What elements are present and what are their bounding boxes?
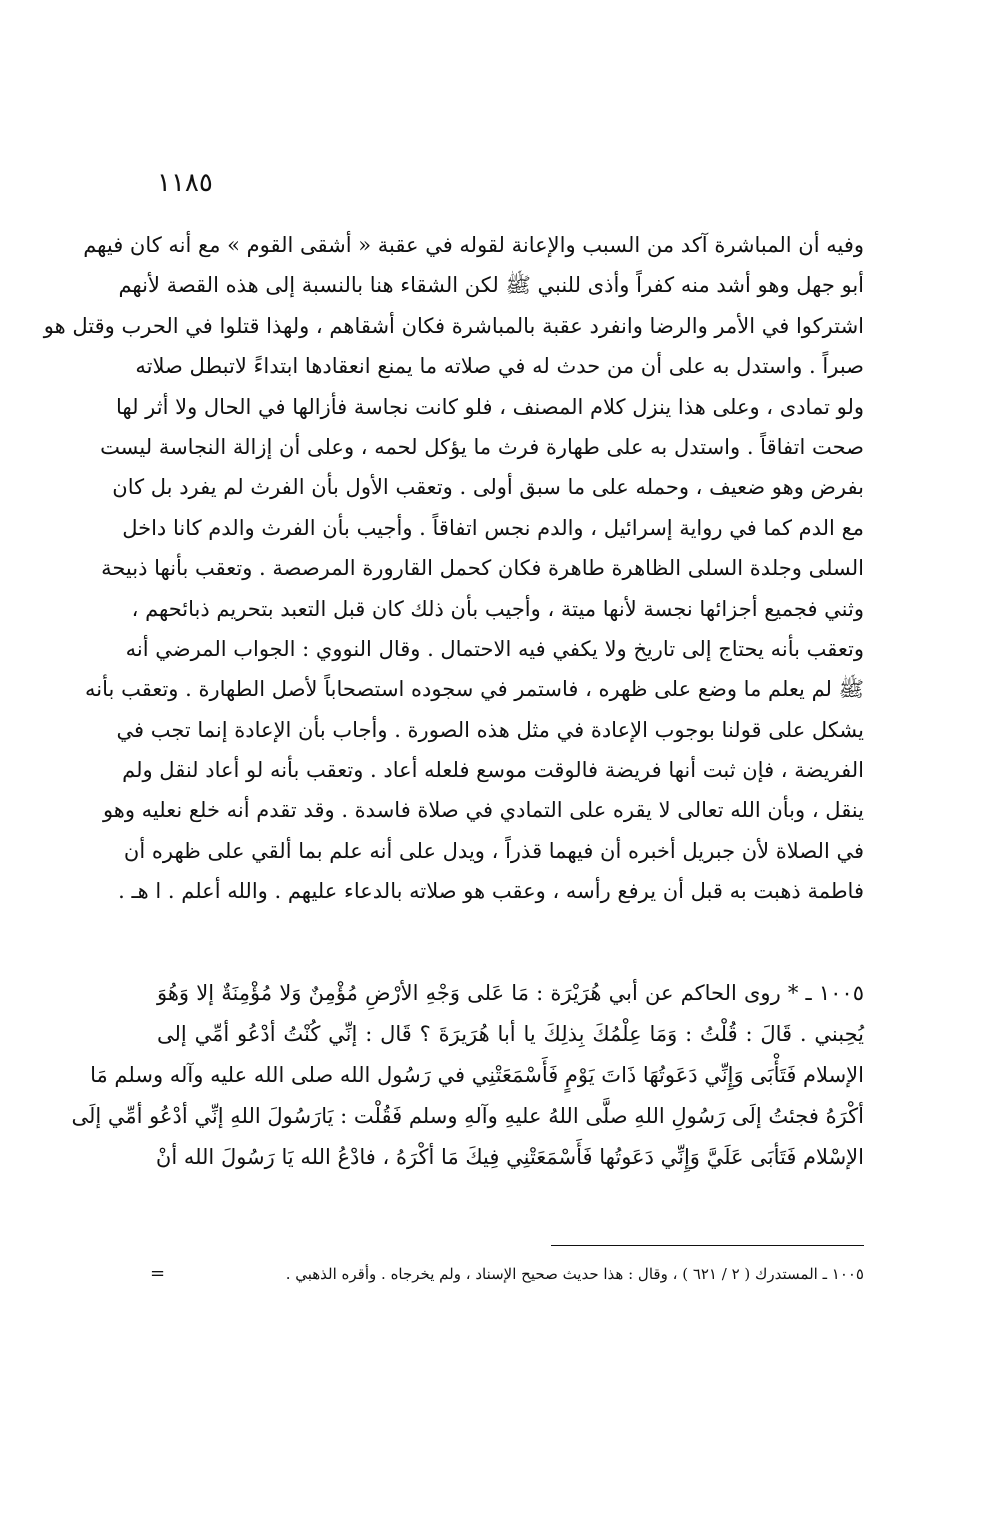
text-line: صحت اتفاقاً . واستدل به على طهارة فرث ما يؤكل لحمه ، وعلى أن إزالة النجاسة ليست (100, 434, 864, 459)
text-line: السلى وجلدة السلى الظاهرة طاهرة فكان كحمل القارورة المرصصة . وتعقب بأنها ذبيحة (101, 556, 864, 581)
continuation-mark: = (150, 1263, 166, 1284)
text-line: وثني فجميع أجزائها نجسة لأنها ميتة ، وأجيب بأن ذلك كان قبل التعبد بتحريم ذبائحهم ، (131, 596, 864, 621)
text-line: ينقل ، وبأن الله تعالى لا يقره على التمادي في صلاة فاسدة . وقد تقدم أنه خلع نعليه وهو (102, 798, 864, 823)
hadith-line: الإسلام فَتَأْبَى وَإِنِّي دَعَوتُهَا ذَاتَ يَوْمٍ فَأَسْمَعَتْنِي في رَسُول الله صلى الله عليه وآله وسلم مَا (90, 1063, 864, 1087)
text-line: وتعقب بأنه يحتاج إلى تاريخ ولا يكفي فيه الاحتمال . وقال النووي : الجواب المرضي أنه (125, 636, 864, 661)
text-line: الفريضة ، فإن ثبت أنها فريضة فالوقت موسع فلعله أعاد . وتعقب بأنه لو أعاد لنقل ولم (122, 758, 864, 783)
text-line: ولو تمادى ، وعلى هذا ينزل كلام المصنف ، فلو كانت نجاسة فأزالها في الحال ولا أثر لها (116, 394, 864, 419)
text-line: أبو جهل وهو أشد منه كفراً وأذى للنبي ﷺ لكن الشقاء هنا بالنسبة إلى هذه القصة لأنهم (118, 273, 864, 298)
hadith-line: يُحِبني . قَالَ : قُلْتُ : وَمَا عِلْمُكَ بِذلِكَ يا أبا هُرَيرَةَ ؟ قَال : إنِّي كُنْتُ أدْعُو أمِّي إلى (157, 1022, 864, 1046)
text-line: وفيه أن المباشرة آكد من السبب والإعانة لقوله في عقبة « أشقى القوم » مع أنه كان فيهم (83, 233, 864, 257)
hadith-line: ١٠٠٥ ـ * روى الحاكم عن أبي هُرَيْرَة : مَا عَلى وَجْهِ الأرْضِ مُؤْمِنٌ وَلا مُؤْمِنَةٌ إلا وَهُوَ (157, 981, 864, 1005)
text-line: مع الدم كما في رواية إسرائيل ، والدم نجس اتفاقاً . وأجيب بأن الفرث والدم كانا داخل (122, 515, 864, 540)
text-line: اشتركوا في الأمر والرضا وانفرد عقبة بالمباشرة فكان أشقاهم ، ولهذا قتلوا في الحرب وقتل هو (43, 313, 864, 338)
footnote: ١٠٠٥ ـ المستدرك ( ٢ / ٦٢١ ) ، وقال : هذا حديث صحيح الإسناد ، ولم يخرجاه . وأقره الذهبي . (285, 1265, 864, 1283)
commentary-paragraph (43, 225, 864, 912)
text-line: يشكل على قولنا بوجوب الإعادة في مثل هذه الصورة . وأجاب بأن الإعادة إنما تجب في (116, 717, 864, 742)
text-line: صبراً . واستدل به على أن من حدث له في صلاته ما يمنع انعقادها ابتداءً لاتبطل صلاته (135, 354, 864, 379)
text-line: في الصلاة لأن جبريل أخبره أن فيهما قذراً ، ويدل على أنه علم بما ألقي على ظهره أن (123, 838, 864, 863)
hadith-paragraph (71, 973, 864, 1178)
text-line: بفرض وهو ضعيف ، وحمله على ما سبق أولى . وتعقب الأول بأن الفرث لم يفرد بل كان (112, 475, 864, 500)
hadith-line: أكْرَهُ فجئتُ إلَى رَسُولِ اللهِ صلَّى اللهُ عليهِ وآلهِ وسلم فَقُلْت : يَارَسُولَ اللهِ إنِّي أدْعُو أمِّي إلَى (71, 1104, 864, 1128)
text-line: ﷺ لم يعلم ما وضع على ظهره ، فاستمر في سجوده استصحاباً لأصل الطهارة . وتعقب بأنه (85, 677, 864, 702)
footnote-divider (551, 1245, 864, 1246)
page-number: ١١٨٥ (157, 168, 213, 198)
text-line: فاطمة ذهبت به قبل أن يرفع رأسه ، وعقب هو صلاته بالدعاء عليهم . والله أعلم . ا هـ . (118, 879, 864, 904)
hadith-line: الإسْلام فَتَأبَى عَلَيَّ وَإِنِّي دَعَوتُها فَأَسْمَعَتْنِي فِيكَ مَا أكْرَهُ ، فادْعُ الله يَا رَسُولَ الله أنْ (155, 1145, 864, 1169)
